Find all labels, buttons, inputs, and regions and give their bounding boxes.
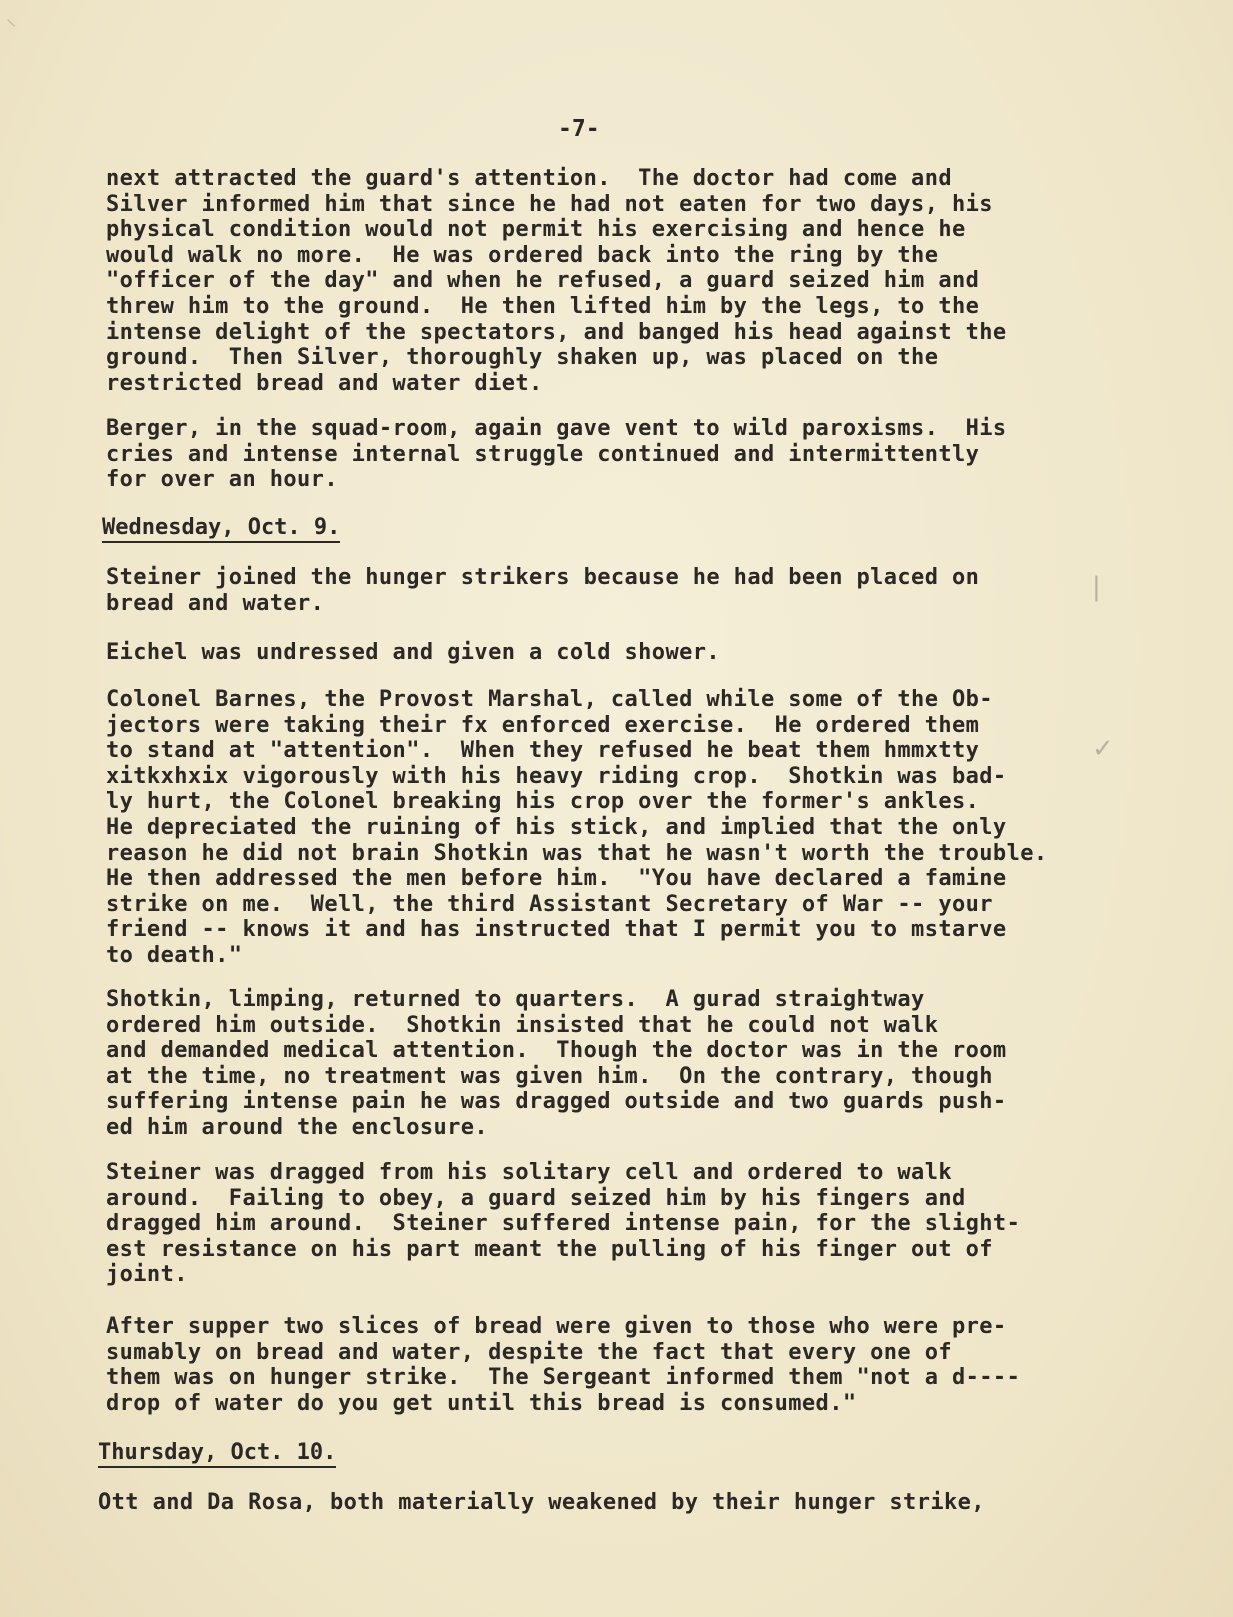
paragraph-shotkin — [106, 987, 1007, 1141]
paragraph-steiner-joined — [106, 565, 979, 616]
page-number: -7- — [558, 116, 600, 142]
paragraph-text: Eichel was undressed and given a cold shower. — [106, 640, 721, 665]
paragraph-text: Ott and Da Rosa, both materially weakened by their hunger strike, — [98, 1490, 985, 1515]
corner-mark: ⸜ — [6, 6, 16, 30]
date-heading-thursday: Thursday, Oct. 10. — [98, 1440, 336, 1468]
paragraph-eichel — [106, 640, 720, 666]
paragraph-text: next attracted the guard's attention. The doctor had come and Silver informed him that since he had not eaten for two days, his physical condition would not permit his exercising and hence he would walk no more. He was ordered back into the ring by the "officer of the day" and when he refused, a guard seized him and threw him to the ground. He then lifted him by the legs, to the intense delight of the spectators, and banged his head against the ground. Then Silver, thoroughly shaken up, was placed on the restricted bread and water diet. — [106, 166, 1007, 396]
paragraph-colonel-barnes — [106, 687, 1048, 969]
paragraph-silver — [106, 166, 1007, 396]
paragraph-text: Berger, in the squad-room, again gave vent to wild paroxisms. His cries and intense internal struggle continued and intermittently for over an hour. — [106, 416, 1007, 493]
margin-tick: | — [1092, 572, 1101, 602]
paragraph-ott-da-rosa — [98, 1490, 985, 1516]
paragraph-after-supper — [106, 1314, 1020, 1416]
margin-check: ✓ — [1092, 734, 1114, 764]
paragraph-steiner-dragged — [106, 1160, 1020, 1288]
paragraph-berger — [106, 416, 1007, 493]
paragraph-text: After supper two slices of bread were given to those who were pre- sumably on bread and water, despite the fact that every one of them was on hunger strike. The Sergeant informed them "not a d---- drop of water do you get until this bread is consumed." — [106, 1314, 1021, 1416]
date-heading-wednesday: Wednesday, Oct. 9. — [102, 515, 340, 543]
paragraph-text: Steiner joined the hunger strikers because he had been placed on bread and water. — [106, 565, 980, 616]
paragraph-text: Steiner was dragged from his solitary cell and ordered to walk around. Failing to obey, a guard seized him by his fingers and dragged him around. Steiner suffered intense pain, for the slight- est resistance on his part meant the pulling of his finger out of joint. — [106, 1160, 1021, 1288]
paragraph-text: Colonel Barnes, the Provost Marshal, called while some of the Ob- jectors were taking their fx enforced exercise. He ordered them to stand at "attention". When they refused he beat them hmmxtty xitkxhxix vigorously with his heavy riding crop. Shotkin was bad- ly hurt, the Colonel breaking his crop over the former's ankles. He depreciated the ruining of his stick, and implied that the only reason he did not brain Shotkin was that he wasn't worth the trouble. He then addressed the men before him. "You have declared a famine strike on me. Well, the third Assistant Secretary of War -- your friend -- knows it and has instructed that I permit you to mstarve to death." — [106, 687, 1048, 968]
paragraph-text: Shotkin, limping, returned to quarters. A gurad straightway ordered him outside. Shotkin insisted that he could not walk and demanded medical attention. Though the doctor was in the room at the time, no treatment was given him. On the contrary, though suffering intense pain he was dragged outside and two guards push- ed him around the enclosure. — [106, 987, 1007, 1140]
